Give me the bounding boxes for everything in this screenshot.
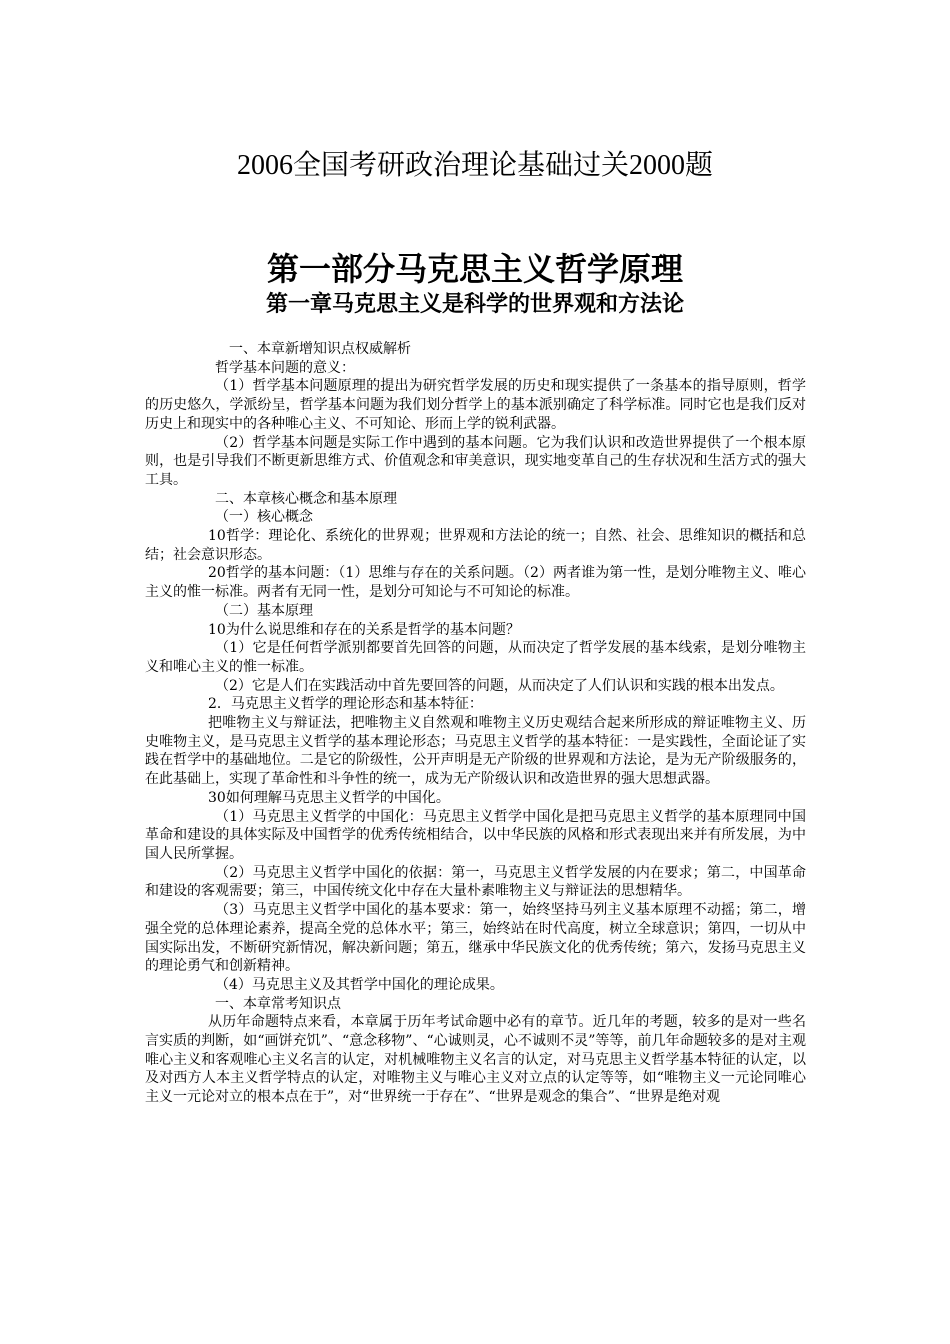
paragraph: （1）马克思主义哲学的中国化：马克思主义哲学中国化是把马克思主义哲学的基本原理同中国革命和建设的具体实际及中国哲学的优秀传统相结合，以中华民族的风格和形式表现出来并有所发展，为中国人民所掌握。 <box>145 808 806 862</box>
paragraph: 2．马克思主义哲学的理论形态和基本特征： <box>208 696 483 713</box>
document-body <box>145 340 806 1107</box>
paragraph: 10哲学：理论化、系统化的世界观；世界观和方法论的统一；自然、社会、思维知识的概括和总结；社会意识形态。 <box>145 528 806 563</box>
paragraph: （3）马克思主义哲学中国化的基本要求：第一，始终坚持马列主义基本原理不动摇；第二，增强全党的总体理论素养，提高全党的总体水平；第三，始终站在时代高度，树立全球意识；第四，一切从中国实际出发，不断研究新情况，解决新问题；第五，继承中华民族文化的优秀传统；第六，发扬马克思主义的理论勇气和创新精神。 <box>145 902 806 975</box>
chapter-title: 第一章马克思主义是科学的世界观和方法论 <box>265 292 684 317</box>
paragraph: （4）马克思主义及其哲学中国化的理论成果。 <box>215 976 504 993</box>
paragraph: （2）马克思主义哲学中国化的依据：第一，马克思主义哲学发展的内在要求；第二，中国革命和建设的客观需要；第三，中国传统文化中存在大量朴素唯物主义与辩证法的思想精华。 <box>145 864 806 900</box>
paragraph: （1）它是任何哲学派别都要首先回答的问题，从而决定了哲学发展的基本线索，是划分唯物主义和唯心主义的惟一标准。 <box>145 640 806 675</box>
paragraph: （1）哲学基本问题原理的提出为研究哲学发展的历史和现实提供了一条基本的指导原则，哲学的历史悠久，学派纷呈，哲学基本问题为我们划分哲学上的基本派别确定了科学标准。同时它也是我们反对历史上和现实中的各种唯心主义、不可知论、形而上学的锐利武器。 <box>145 378 806 432</box>
paragraph: （2）它是人们在实践活动中首先要回答的问题，从而决定了人们认识和实践的根本出发点。 <box>215 677 784 694</box>
section-heading: 二、本章核心概念和基本原理 <box>215 490 397 507</box>
paragraph: 20哲学的基本问题：（1）思维与存在的关系问题。（2）两者谁为第一性，是划分唯物主义、唯心主义的惟一标准。两者有无同一性，是划分可知论与不可知论的标准。 <box>145 565 806 601</box>
subsection-heading: （一）核心概念 <box>215 509 313 526</box>
paragraph: （2）哲学基本问题是实际工作中遇到的基本问题。它为我们认识和改造世界提供了一个根本原则，也是引导我们不断更新思维方式、价值观念和审美意识，现实地变革自己的生存状况和生活方式的强大工具。 <box>145 434 806 488</box>
paragraph: 30如何理解马克思主义哲学的中国化。 <box>208 789 450 806</box>
paragraph: 10为什么说思维和存在的关系是哲学的基本问题？ <box>208 621 520 638</box>
subsection-heading: （二）基本原理 <box>215 602 313 619</box>
paragraph: 把唯物主义与辩证法，把唯物主义自然观和唯物主义历史观结合起来所形成的辩证唯物主义、历史唯物主义，是马克思主义哲学的基本理论形态；马克思主义哲学的基本特征：一是实践性，全面论证了实践在哲学中的基础地位。二是它的阶级性，公开声明是无产阶级的世界观和方法论，是为无产阶级服务的，在此基础上，实现了革命性和斗争性的统一，成为无产阶级认识和改造世界的强大思想武器。 <box>145 715 806 788</box>
paragraph: 从历年命题特点来看，本章属于历年考试命题中必有的章节。近几年的考题，较多的是对一些名言实质的判断，如“画饼充饥”、“意念移物”、“心诚则灵，心不诚则不灵”等等，前几年命题较多的是对主观唯心主义和客观唯心主义名言的认定，对机械唯物主义名言的认定，对马克思主义哲学基本特征的认定，以及对西方人本主义哲学特点的认定，对唯物主义与唯心主义对立点的认定等等，如“唯物主义一元论同唯心主义一元论对立的根本点在于”，对“世界统一于存在”、“世界是观念的集合”、“世界是绝对观 <box>145 1014 806 1106</box>
section-heading: 一、本章常考知识点 <box>215 995 341 1012</box>
subsection-heading: 哲学基本问题的意义： <box>215 359 355 376</box>
part-title: 第一部分马克思主义哲学原理 <box>266 250 683 288</box>
document-title: 2006全国考研政治理论基础过关2000题 <box>236 150 713 181</box>
section-heading: 一、本章新增知识点权威解析 <box>229 341 411 357</box>
